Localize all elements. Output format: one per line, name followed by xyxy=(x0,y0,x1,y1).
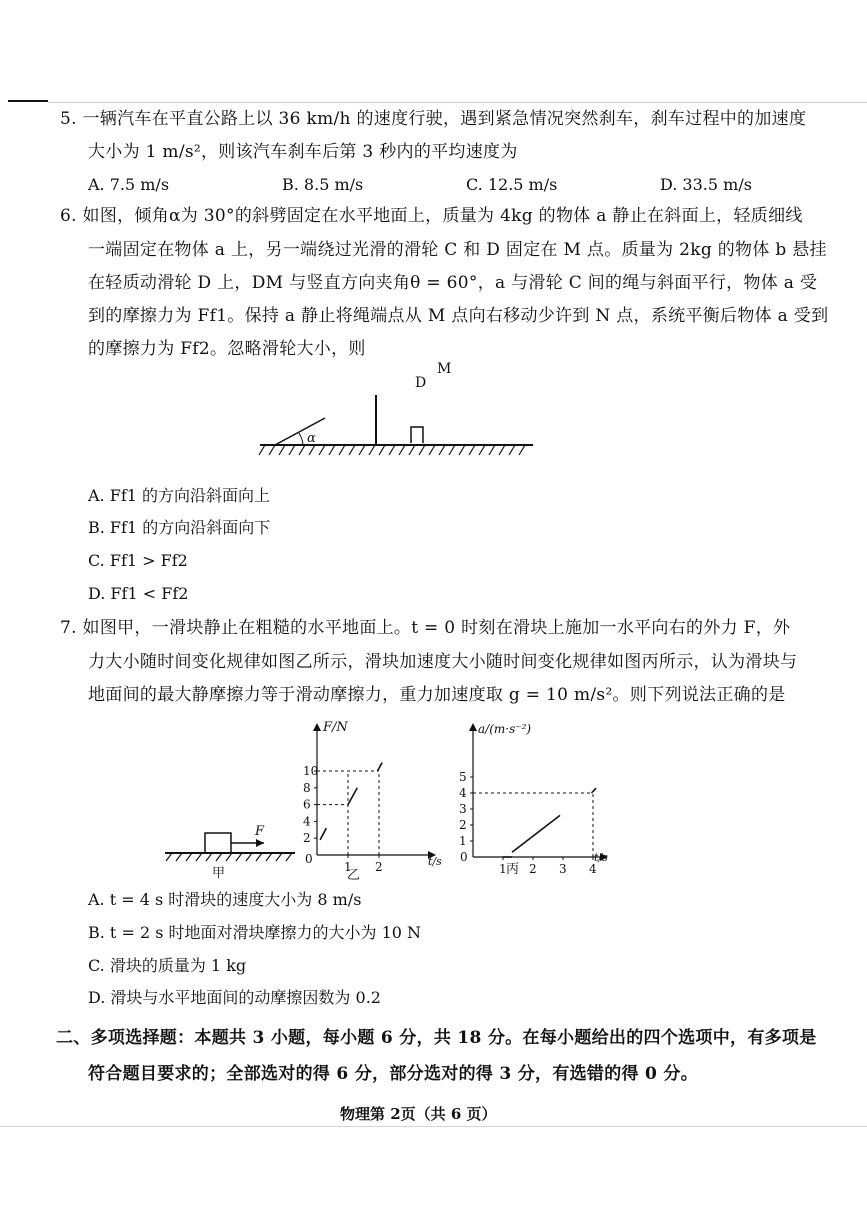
bing-ytick-label: 3 xyxy=(459,802,467,816)
q7-figure-bing xyxy=(452,715,627,885)
bing-ylabel: a/(m·s⁻²) xyxy=(478,722,532,736)
yi-ticks xyxy=(303,764,383,874)
yi-ytick-label: 10 xyxy=(303,764,319,778)
incline-line xyxy=(275,418,325,445)
pulley-d-label: D xyxy=(415,375,427,391)
bing-ytick-label: 1 xyxy=(459,834,467,848)
force-arrowhead xyxy=(256,839,264,847)
yi-series-segment-1 xyxy=(320,828,326,840)
q6-option-b: B. Ff1 的方向沿斜面向下 xyxy=(88,518,271,537)
q5-option-a: A. 7.5 m/s xyxy=(88,175,170,194)
bottom-rule xyxy=(0,1126,867,1127)
q6-line4: 到的摩擦力为 Ff1。保持 a 静止将绳端点从 M 点向右移动少许到 N 点，系统平衡后物体 a 受到 xyxy=(88,306,829,326)
q6-option-a: A. Ff1 的方向沿斜面向上 xyxy=(88,486,271,505)
q7-option-c: C. 滑块的质量为 1 kg xyxy=(88,956,247,975)
point-m-label: M xyxy=(437,361,452,377)
bing-xtick-label: 3 xyxy=(559,862,567,876)
yi-y-arrow xyxy=(313,723,321,731)
q6-figure xyxy=(255,355,545,465)
slider-block xyxy=(205,833,231,853)
bing-ytick-label: 5 xyxy=(459,770,467,784)
q6-option-c: C. Ff1 > Ff2 xyxy=(88,551,188,570)
bing-ytick-label: 4 xyxy=(459,786,467,800)
q7-option-b: B. t = 2 s 时地面对滑块摩擦力的大小为 10 N xyxy=(88,923,422,942)
q7-figure-yi xyxy=(290,715,450,885)
q5-option-c: C. 12.5 m/s xyxy=(466,175,558,194)
ground-hatching xyxy=(259,445,525,455)
yi-xtick-label: 1 xyxy=(344,860,352,874)
page-footer: 物理第 2页（共 6 页） xyxy=(340,1105,497,1123)
q5-option-d: D. 33.5 m/s xyxy=(660,175,752,194)
q7-line3: 地面间的最大静摩擦力等于滑动摩擦力，重力加速度取 g = 10 m/s²。则下列说法正确的是 xyxy=(88,685,786,705)
bing-series-segment-2 xyxy=(512,815,560,852)
bing-label: 丙 xyxy=(506,862,520,877)
force-label: F xyxy=(255,824,265,839)
q7-option-d: D. 滑块与水平地面间的动摩擦因数为 0.2 xyxy=(88,988,381,1007)
top-rule-thin xyxy=(48,102,867,103)
small-block xyxy=(411,427,423,443)
bing-series-segment-3 xyxy=(592,788,597,793)
q5-line2: 大小为 1 m/s²，则该汽车刹车后第 3 秒内的平均速度为 xyxy=(88,142,518,162)
q5-line1: 5. 一辆汽车在平直公路上以 36 km/h 的速度行驶，遇到紧急情况突然刹车，刹车过程中的加速度 xyxy=(60,109,807,129)
bing-origin: 0 xyxy=(460,850,468,864)
yi-series xyxy=(320,763,382,840)
q6-line5: 的摩擦力为 Ff2。忽略滑轮大小，则 xyxy=(88,339,366,359)
top-rule xyxy=(8,100,48,102)
bing-y-arrow xyxy=(469,723,477,731)
q5-option-b: B. 8.5 m/s xyxy=(282,175,364,194)
bing-xtick-label: 4 xyxy=(589,862,597,876)
q6-line2: 一端固定在物体 a 上，另一端绕过光滑的滑轮 C 和 D 固定在 M 点。质量为 2kg 的物体 b 悬挂 xyxy=(88,240,827,260)
yi-xtick-label: 2 xyxy=(375,860,383,874)
yi-ytick-label: 6 xyxy=(303,797,311,812)
yi-label: 乙 xyxy=(347,868,361,883)
q7-option-a: A. t = 4 s 时滑块的速度大小为 8 m/s xyxy=(88,890,362,909)
yi-ytick-label: 4 xyxy=(303,814,311,829)
alpha-arc xyxy=(299,433,303,445)
yi-ytick-label: 8 xyxy=(303,780,311,795)
bing-guides xyxy=(473,793,593,857)
q6-line3: 在轻质动滑轮 D 上，DM 与竖直方向夹角θ = 60°，a 与滑轮 C 间的绳与斜面平行，物体 a 受 xyxy=(88,273,818,293)
yi-ylabel: F/N xyxy=(323,720,348,735)
section2-line1: 二、多项选择题：本题共 3 小题，每小题 6 分，共 18 分。在每小题给出的四个选项中，有多项是 xyxy=(56,1028,817,1048)
yi-series-segment-2 xyxy=(348,788,357,805)
q7-line2: 力大小随时间变化规律如图乙所示，滑块加速度大小随时间变化规律如图丙所示，认为滑块与 xyxy=(88,652,798,672)
yi-ytick-label: 2 xyxy=(303,831,311,846)
section2-line2: 符合题目要求的；全部选对的得 6 分，部分选对的得 3 分，有选错的得 0 分。 xyxy=(88,1064,698,1084)
yi-origin: 0 xyxy=(305,852,313,866)
yi-xlabel: t/s xyxy=(428,855,442,868)
yi-series-segment-3 xyxy=(377,763,382,771)
jia-hatching xyxy=(166,853,292,861)
bing-ytick-label: 2 xyxy=(459,818,467,832)
bing-xtick-label: 2 xyxy=(529,862,537,876)
bing-xlabel: t/s xyxy=(594,851,608,864)
q7-line1: 7. 如图甲，一滑块静止在粗糙的水平地面上。t = 0 时刻在滑块上施加一水平向右的外力 F，外 xyxy=(60,618,791,638)
q6-line1: 6. 如图，倾角α为 30°的斜劈固定在水平地面上，质量为 4kg 的物体 a 静止在斜面上，轻质细线 xyxy=(60,206,803,226)
bing-series xyxy=(503,788,596,857)
bing-ticks xyxy=(459,770,597,876)
bing-xtick-label: 1 xyxy=(499,862,507,876)
jia-label: 甲 xyxy=(212,866,226,881)
alpha-label: α xyxy=(307,431,316,446)
q6-option-d: D. Ff1 < Ff2 xyxy=(88,584,189,603)
yi-guides xyxy=(317,771,379,855)
q7-figure-jia xyxy=(160,815,300,885)
